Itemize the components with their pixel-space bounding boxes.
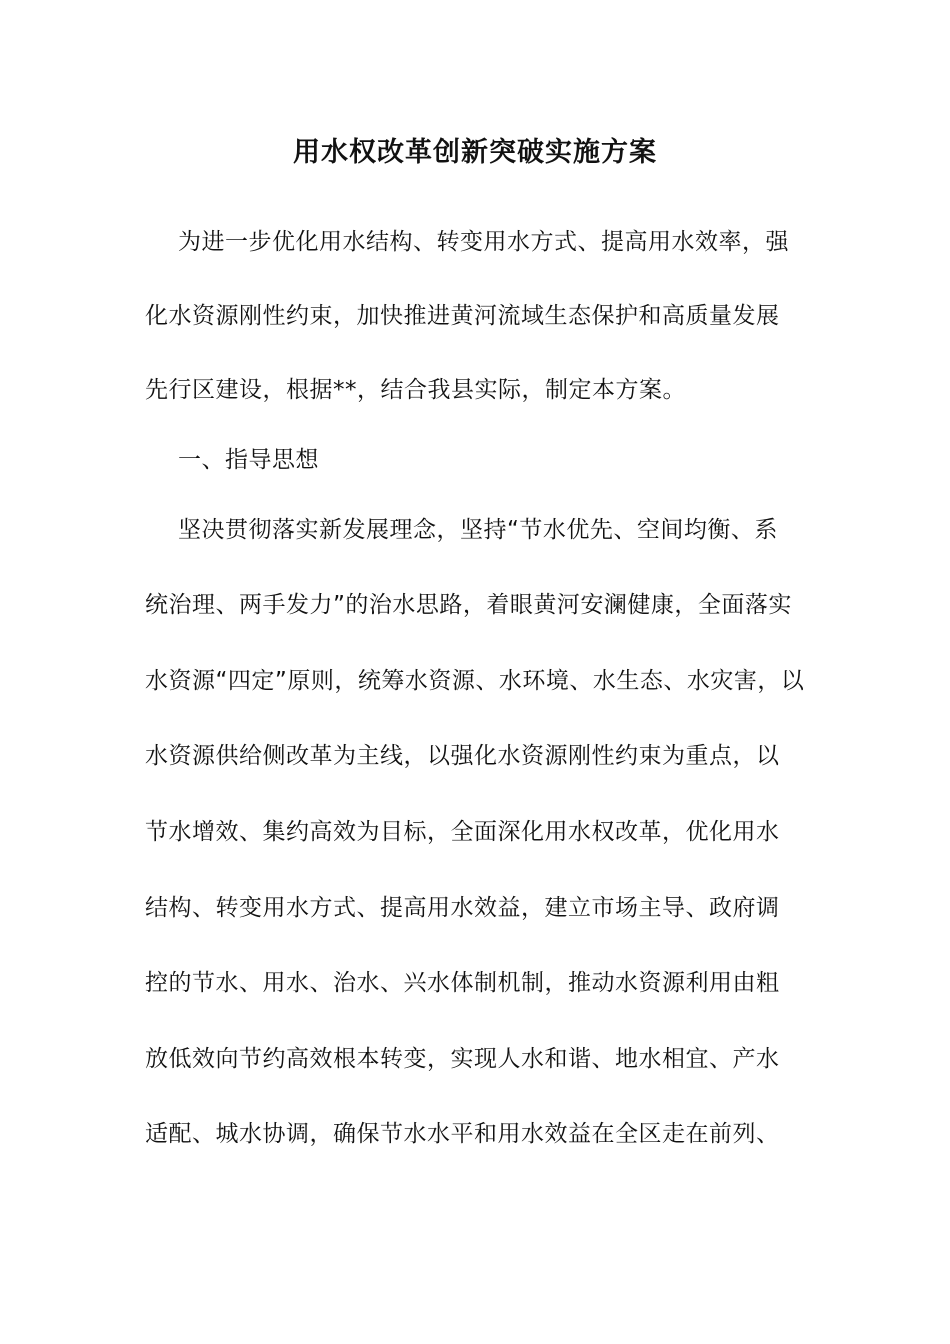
paragraph-line: 统治理、两手发力”的治水思路，着眼黄河安澜健康，全面落实 xyxy=(145,592,792,618)
paragraph-line: 适配、城水协调，确保节水水平和用水效益在全区走在前列、 xyxy=(145,1121,780,1147)
section-heading: 一、指导思想 xyxy=(178,447,319,473)
paragraph-line: 结构、转变用水方式、提高用水效益，建立市场主导、政府调 xyxy=(145,895,780,921)
paragraph-line: 控的节水、用水、治水、兴水体制机制，推动水资源利用由粗 xyxy=(145,970,780,996)
paragraph-line: 节水增效、集约高效为目标，全面深化用水权改革，优化用水 xyxy=(145,819,780,845)
paragraph-line: 水资源“四定”原则，统筹水资源、水环境、水生态、水灾害，以 xyxy=(145,668,805,694)
paragraph-line: 为进一步优化用水结构、转变用水方式、提高用水效率，强 xyxy=(178,229,789,255)
paragraph-line: 放低效向节约高效根本转变，实现人水和谐、地水相宜、产水 xyxy=(145,1046,780,1072)
paragraph-line: 先行区建设，根据**，结合我县实际，制定本方案。 xyxy=(145,377,686,403)
paragraph-line: 坚决贯彻落实新发展理念，坚持“节水优先、空间均衡、系 xyxy=(178,517,778,543)
paragraph-line: 水资源供给侧改革为主线，以强化水资源刚性约束为重点，以 xyxy=(145,743,780,769)
document-title: 用水权改革创新突破实施方案 xyxy=(293,137,657,168)
paragraph-line: 化水资源刚性约束，加快推进黄河流域生态保护和高质量发展 xyxy=(145,303,780,329)
